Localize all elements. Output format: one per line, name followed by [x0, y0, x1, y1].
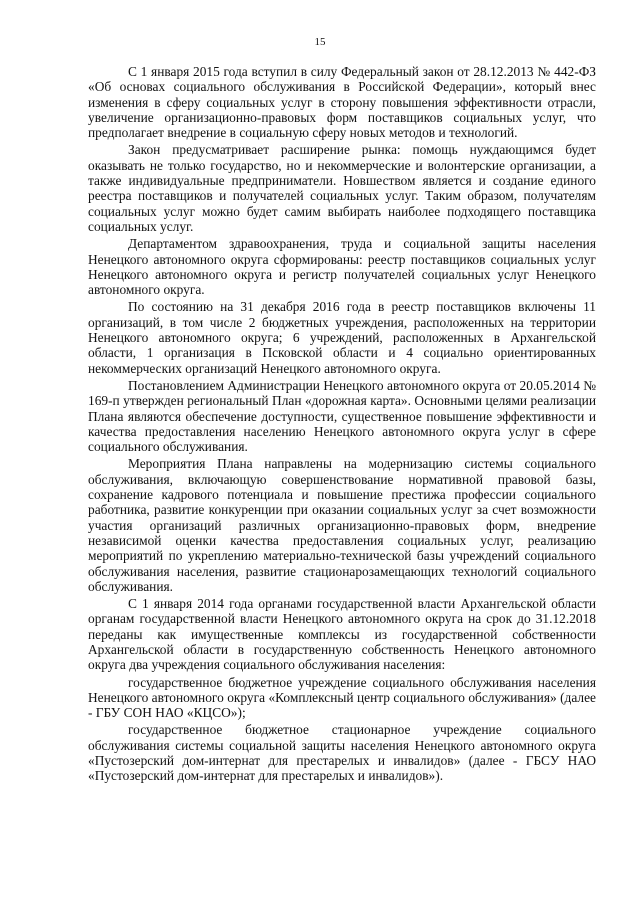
- paragraph-market-expansion: Закон предусматривает расширение рынка: помощь нуждающимся будет оказывать не только государство, но и некоммерческие и волонтерские организации, а также индивидуальные предприниматели. Новшеством является и создание единого реестра поставщиков и получателей социальных услуг. Таким образом, получателям социальных услуг можно будет самим выбирать наиболее подходящего поставщика социальных услуг.: [88, 142, 596, 234]
- paragraph-roadmap: Постановлением Администрации Ненецкого автономного округа от 20.05.2014 № 169-п утвержден региональный План «дорожная карта». Основными целями реализации Плана являются обеспечение доступности, существенное повышение эффективности и качества предоставления населению Ненецкого автономного округа услуг в сфере социального обслуживания.: [88, 377, 596, 455]
- paragraph-federal-law: С 1 января 2015 года вступил в силу Федеральный закон от 28.12.2013 № 442-ФЗ «Об основах социального обслуживания в Российской Федерации», который внес изменения в сферу социальных услуг в сторону повышения эффективности отрасли, увеличение организационно-правовых форм поставщиков социальных услуг, что предполагает внедрение в социальную сферу новых методов и технологий.: [88, 64, 596, 141]
- document-body: [88, 64, 596, 786]
- paragraph-provider-count: По состоянию на 31 декабря 2016 года в реестр поставщиков включены 11 организаций, в том числе 2 бюджетных учреждения, расположенных на территории Ненецкого автономного округа; 6 учреждений, расположенных в Архангельской области, 1 организация в Псковской области и 4 социально ориентированных некоммерческих организаций Ненецкого автономного округа.: [88, 299, 596, 376]
- paragraph-transfer: С 1 января 2014 года органами государственной власти Архангельской области органам государственной власти Ненецкого автономного округа на срок до 31.12.2018 переданы как имущественные комплексы из государственной собственности Архангельской области в государственную собственность Ненецкого автономного округа два учреждения социального обслуживания населения:: [88, 596, 596, 673]
- paragraph-institution-kcso: государственное бюджетное учреждение социального обслуживания населения Ненецкого автономного округа «Комплексный центр социального обслуживания» (далее - ГБУ СОН НАО «КЦСО»);: [88, 674, 596, 721]
- paragraph-institution-pustozersky: государственное бюджетное стационарное учреждение социального обслуживания системы социальной защиты населения Ненецкого автономного округа «Пустозерский дом-интернат для престарелых и инвалидов» (далее - ГБСУ НАО «Пустозерский дом-интернат для престарелых и инвалидов»).: [88, 722, 596, 784]
- paragraph-registries: Департаментом здравоохранения, труда и социальной защиты населения Ненецкого автономного округа сформированы: реестр поставщиков социальных услуг Ненецкого автономного округа и регистр получателей социальных услуг Ненецкого автономного округа.: [88, 236, 596, 298]
- paragraph-plan-measures: Мероприятия Плана направлены на модернизацию системы социального обслуживания, включающую совершенствование нормативной правовой базы, сохранение кадрового потенциала и повышение престижа профессии социального работника, развитие конкуренции при оказании социальных услуг за счет возможности участия организаций различных организационно-правовых форм, внедрение независимой оценки качества предоставления социальных услуг, реализацию мероприятий по укреплению материально-технической базы учреждений социального обслуживания населения, развитие стационарозамещающих технологий социального обслуживания.: [88, 456, 596, 594]
- page-number: 15: [314, 36, 326, 48]
